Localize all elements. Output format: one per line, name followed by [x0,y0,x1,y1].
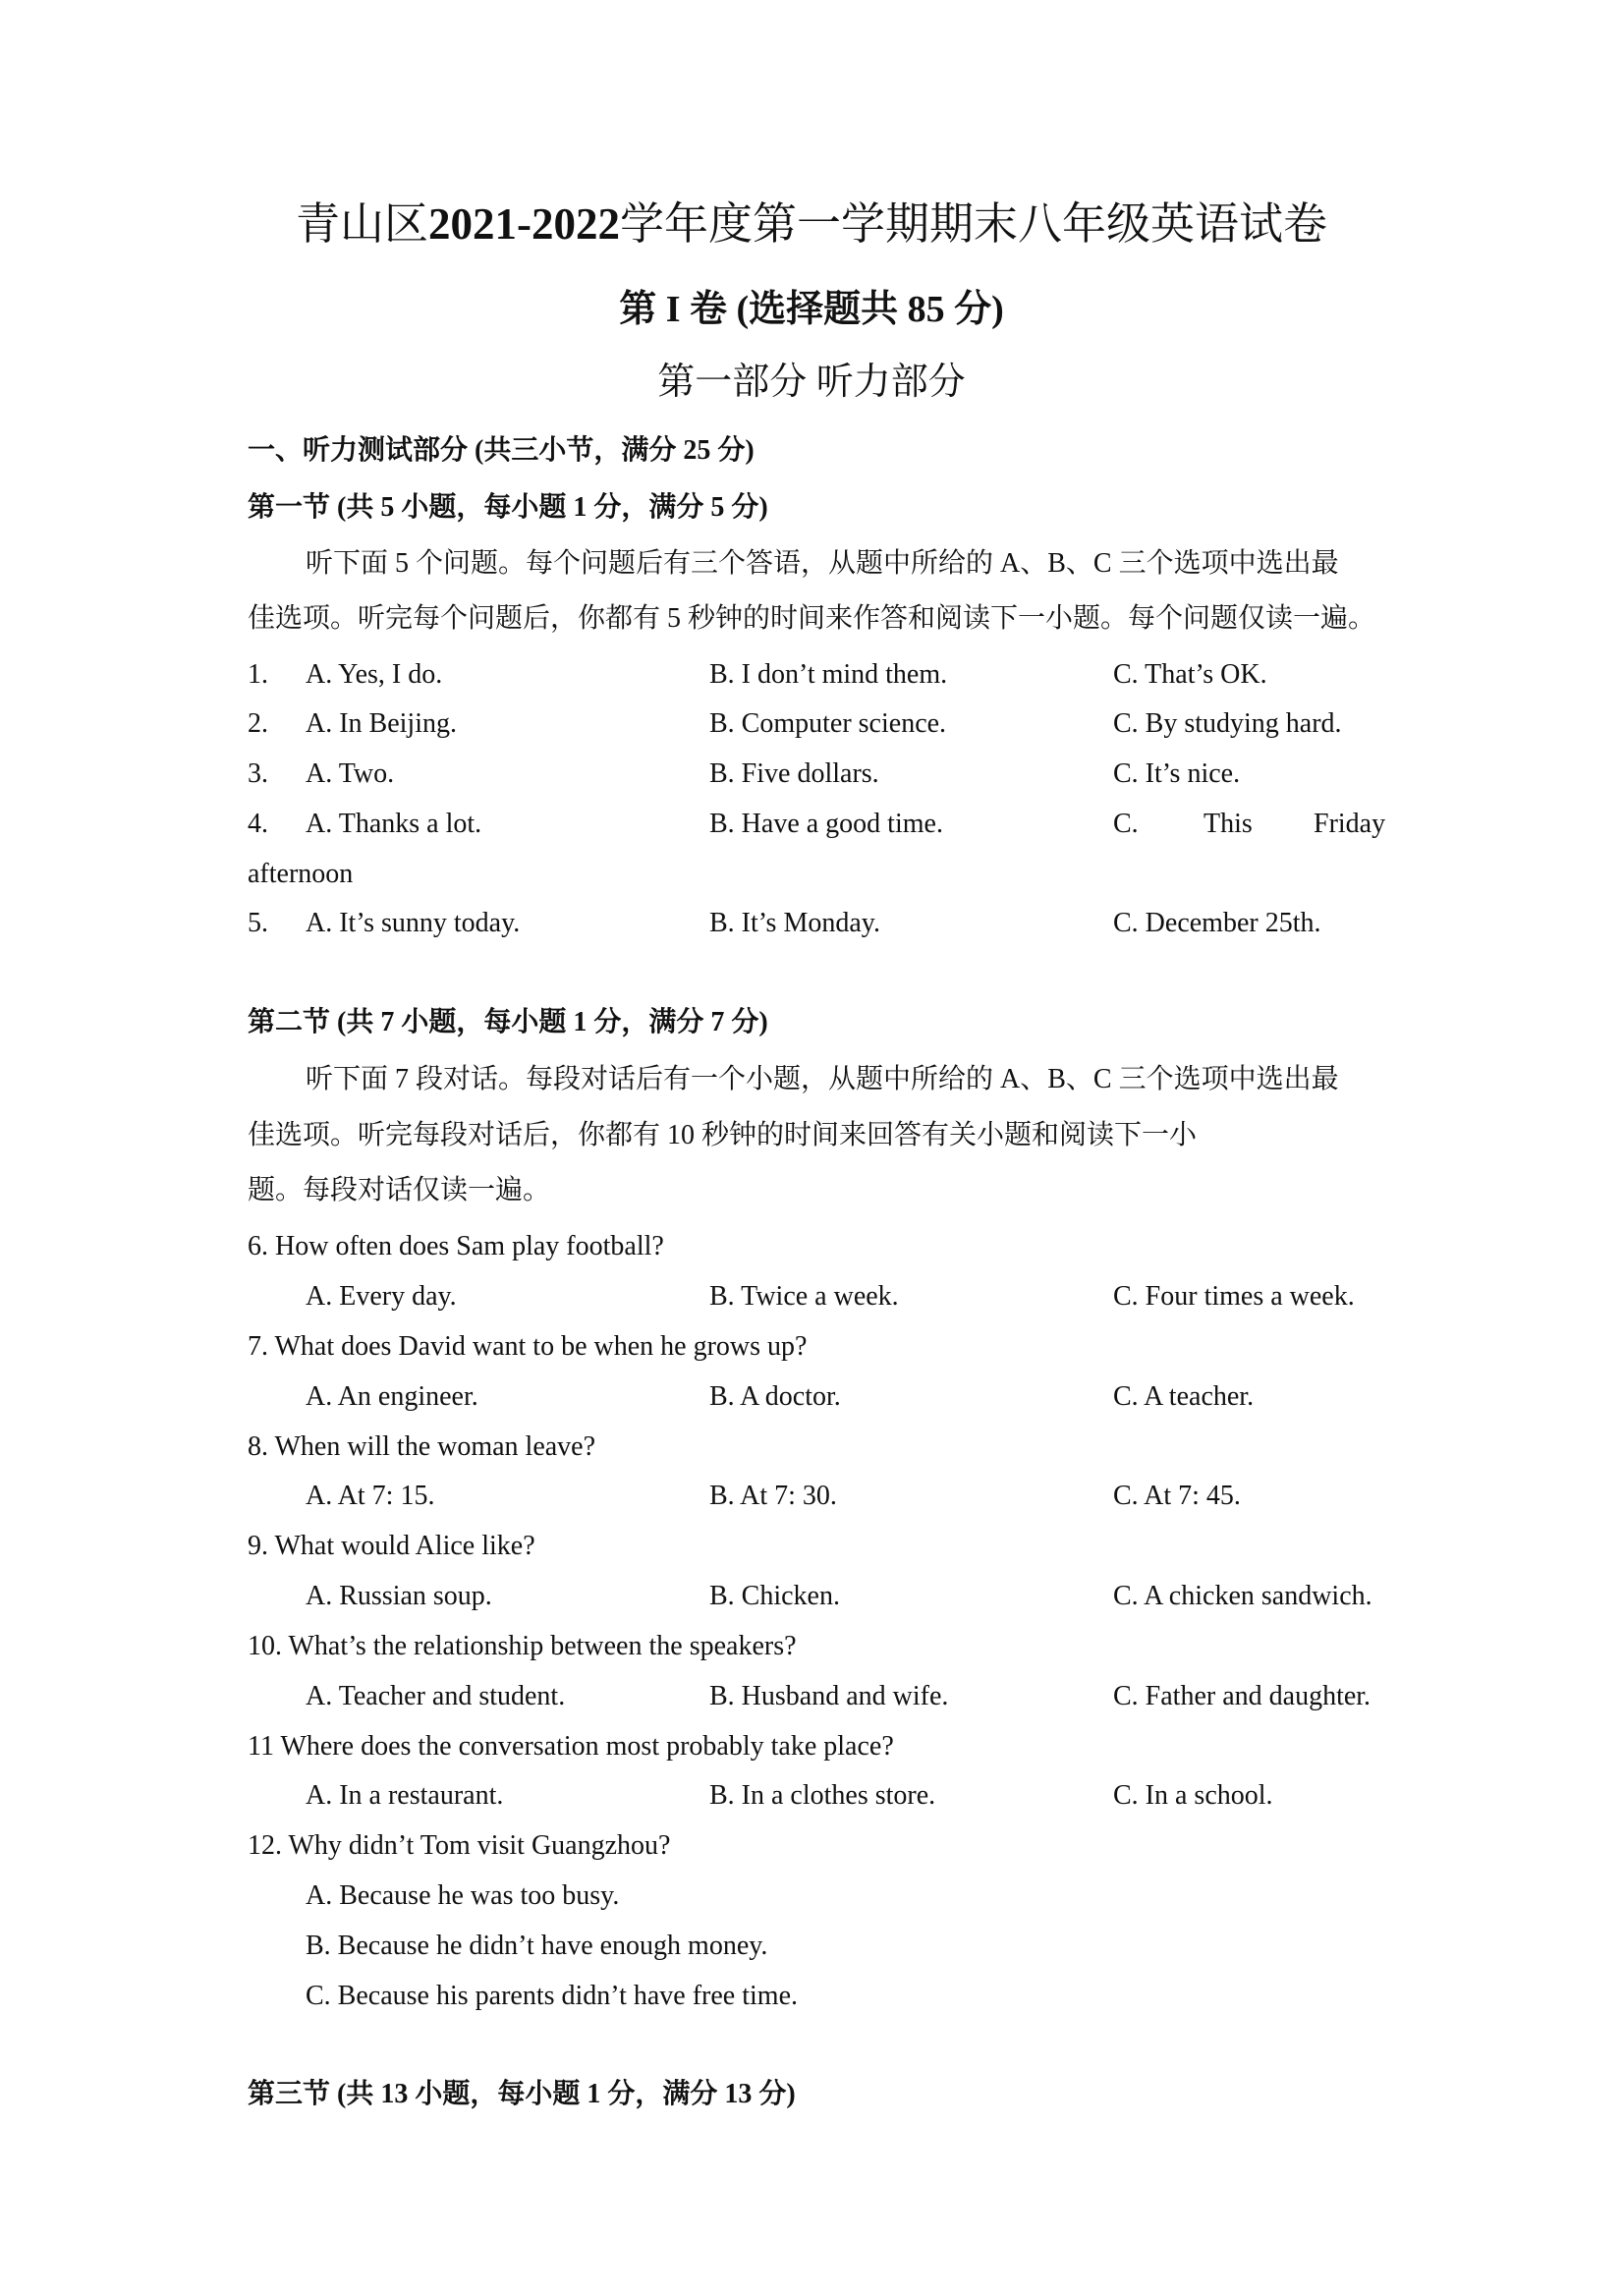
item-number: 2. [248,708,268,739]
s2-instruction-line1: 听下面 7 段对话。每段对话后有一个小题，从题中所给的 A、B、C 三个选项中选出最 [306,1064,1339,1094]
option-a: A. Teacher and student. [306,1681,566,1711]
exam-title [0,199,1623,249]
s2-instruction-line3: 题。每段对话仅读一遍。 [248,1175,551,1205]
option-a: A. It’s sunny today. [306,908,521,938]
question-text: 7. What does David want to be when he grows up? [248,1331,808,1362]
item-number: 5. [248,908,268,938]
option-b: B. Because he didn’t have enough money. [306,1931,768,1961]
question-text: 8. When will the woman leave? [248,1431,596,1462]
option-b: B. Husband and wife. [709,1681,949,1711]
s2-heading: 第二节 (共 7 小题，每小题 1 分，满分 7 分) [248,1007,768,1037]
title-district: 青山区 [295,199,428,249]
s2-instruction-line2: 佳选项。听完每段对话后，你都有 10 秒钟的时间来回答有关小题和阅读下一小 [248,1120,1198,1150]
question-text: 11 Where does the conversation most probably take place? [248,1731,894,1762]
item-number: 4. [248,809,268,839]
item-number: 1. [248,659,268,690]
option-a: A. Russian soup. [306,1581,492,1611]
option-c: C. A chicken sandwich. [1113,1581,1372,1611]
option-a: A. Thanks a lot. [306,809,482,839]
question-text: 6. How often does Sam play football? [248,1231,664,1261]
option-b: B. A doctor. [709,1381,841,1412]
option-c-word: Friday [1314,809,1386,839]
option-b: B. Chicken. [709,1581,840,1611]
s3-heading: 第三节 (共 13 小题，每小题 1 分，满分 13 分) [248,2079,796,2109]
option-c: C. December 25th. [1113,908,1321,938]
option-c-prefix: C. [1113,809,1139,839]
option-c: C. It’s nice. [1113,758,1241,789]
question-text: 9. What would Alice like? [248,1531,535,1561]
option-a: A. Yes, I do. [306,659,443,690]
question-text: 10. What’s the relationship between the speakers? [248,1631,797,1661]
option-c: C. Father and daughter. [1113,1681,1371,1711]
option-b: B. Have a good time. [709,809,943,839]
option-a: A. Because he was too busy. [306,1880,620,1911]
option-c-wrap: afternoon [248,859,354,889]
option-c: C. By studying hard. [1113,708,1342,739]
option-c: C. In a school. [1113,1780,1273,1811]
option-c: C. Because his parents didn’t have free time. [306,1981,798,2011]
option-b: B. I don’t mind them. [709,659,948,690]
s1-instruction-line2: 佳选项。听完每个问题后，你都有 5 秒钟的时间来作答和阅读下一小题。每个问题仅读一遍。 [248,603,1376,634]
option-c: C. A teacher. [1113,1381,1255,1412]
option-a: A. In Beijing. [306,708,457,739]
part-title: 第一部分 听力部分 [657,362,966,403]
option-b: B. Computer science. [709,708,947,739]
s1-instruction-line1: 听下面 5 个问题。每个问题后有三个答语，从题中所给的 A、B、C 三个选项中选出最 [306,548,1339,579]
question-text: 12. Why didn’t Tom visit Guangzhou? [248,1830,671,1861]
option-a: A. In a restaurant. [306,1780,504,1811]
option-b: B. Twice a week. [709,1281,899,1312]
title-year: 2021-2022 [428,199,620,249]
option-b: B. Five dollars. [709,758,879,789]
option-c-word: This [1203,809,1253,839]
option-a: A. Two. [306,758,395,789]
option-c: C. Four times a week. [1113,1281,1355,1312]
option-a: A. Every day. [306,1281,457,1312]
option-c: C. That’s OK. [1113,659,1267,690]
option-b: B. In a clothes store. [709,1780,936,1811]
section-heading-listening: 一、听力测试部分 (共三小节，满分 25 分) [248,435,755,466]
option-b: B. At 7: 30. [709,1481,837,1511]
volume-title: 第 I 卷 (选择题共 85 分) [619,289,1004,330]
s1-heading: 第一节 (共 5 小题，每小题 1 分，满分 5 分) [248,492,768,523]
option-b: B. It’s Monday. [709,908,880,938]
title-rest: 学年度第一学期期末八年级英语试卷 [620,199,1328,249]
item-number: 3. [248,758,268,789]
option-c: C. At 7: 45. [1113,1481,1241,1511]
option-a: A. At 7: 15. [306,1481,435,1511]
option-a: A. An engineer. [306,1381,478,1412]
